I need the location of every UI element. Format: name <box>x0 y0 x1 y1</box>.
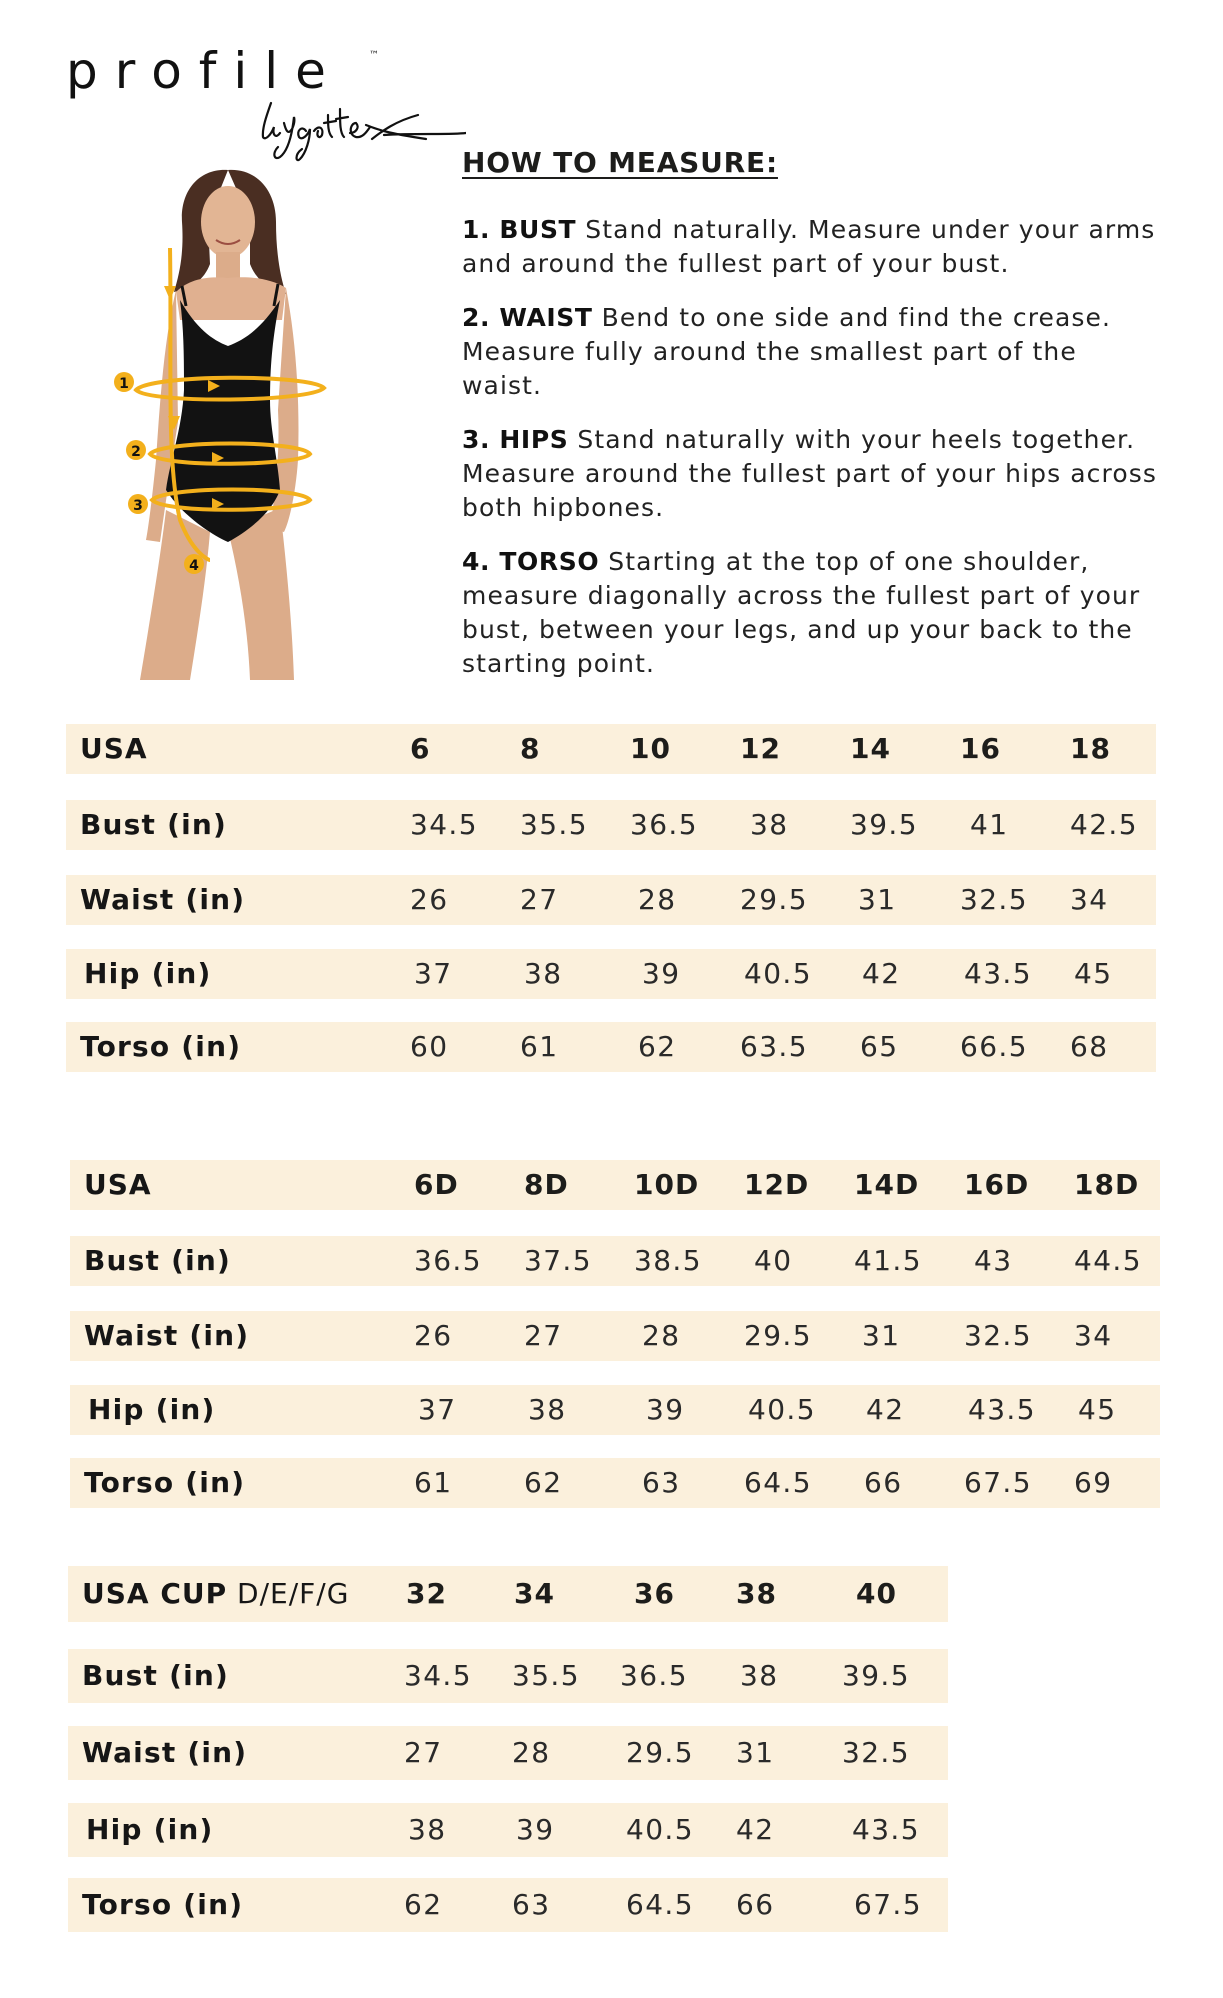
table-cell: 63 <box>512 1888 551 1921</box>
table-row <box>68 1803 948 1857</box>
table-cell: 38 <box>750 808 789 841</box>
table-cell: 34 <box>1074 1319 1113 1352</box>
row-label: Hip (in) <box>84 957 212 990</box>
table-cell: 26 <box>414 1319 453 1352</box>
table-cell: 43.5 <box>968 1393 1036 1426</box>
row-label: Hip (in) <box>88 1393 216 1426</box>
table-cell: 60 <box>410 1030 449 1063</box>
how-to-measure-section <box>462 146 1162 701</box>
table-row <box>66 800 1156 850</box>
table-cell: 32.5 <box>842 1736 910 1769</box>
trademark-symbol: ™ <box>369 50 379 61</box>
size-header: 10 <box>630 732 671 765</box>
table-row <box>66 1022 1156 1072</box>
step-label: 2. WAIST <box>462 303 593 332</box>
table-cell: 65 <box>860 1030 899 1063</box>
header-label: USA <box>80 732 148 765</box>
table-cell: 43 <box>974 1244 1013 1277</box>
step-text: Stand naturally with your heels together. Measure around the fullest part of your hips across both hipbones. <box>462 425 1158 522</box>
table-cell: 42 <box>866 1393 905 1426</box>
size-header: 18D <box>1074 1168 1140 1201</box>
row-label: Bust (in) <box>80 808 227 841</box>
measurement-figure <box>110 160 390 690</box>
size-header: 12D <box>744 1168 810 1201</box>
table-cell: 31 <box>858 883 897 916</box>
table-cell: 40 <box>754 1244 793 1277</box>
table-cell: 42 <box>862 957 901 990</box>
table-cell: 26 <box>410 883 449 916</box>
svg-text:1: 1 <box>119 376 129 392</box>
table-cell: 35.5 <box>520 808 588 841</box>
table-cell: 28 <box>638 883 677 916</box>
table-cell: 62 <box>638 1030 677 1063</box>
size-header: 14D <box>854 1168 920 1201</box>
table-cell: 34 <box>1070 883 1109 916</box>
table-cell: 38 <box>528 1393 567 1426</box>
table-cell: 61 <box>414 1466 453 1499</box>
table-cell: 63.5 <box>740 1030 808 1063</box>
table-cell: 66 <box>864 1466 903 1499</box>
table-cell: 61 <box>520 1030 559 1063</box>
table-cell: 40.5 <box>626 1813 694 1846</box>
brand-name: profile <box>66 42 343 100</box>
table-row <box>68 1649 948 1703</box>
marker-3-icon <box>128 494 148 514</box>
table-row <box>70 1385 1160 1435</box>
table-cell: 40.5 <box>748 1393 816 1426</box>
table-cell: 28 <box>512 1736 551 1769</box>
table-cell: 43.5 <box>964 957 1032 990</box>
band-size-header: 32 <box>406 1577 447 1610</box>
table-cell: 41.5 <box>854 1244 922 1277</box>
table-cell: 43.5 <box>852 1813 920 1846</box>
table-cell: 31 <box>862 1319 901 1352</box>
table-cell: 38 <box>524 957 563 990</box>
table-row <box>68 1726 948 1780</box>
table-row <box>70 1458 1160 1508</box>
band-size-header: 40 <box>856 1577 897 1610</box>
row-label: Torso (in) <box>82 1888 244 1921</box>
band-size-header: 34 <box>514 1577 555 1610</box>
size-header: 10D <box>634 1168 700 1201</box>
row-label: Waist (in) <box>80 883 246 916</box>
table-header-row <box>68 1566 948 1622</box>
marker-4-icon <box>184 554 204 574</box>
how-to-measure-title: HOW TO MEASURE: <box>462 146 778 179</box>
table-cell: 67.5 <box>854 1888 922 1921</box>
row-label: Waist (in) <box>84 1319 250 1352</box>
table-cell: 27 <box>520 883 559 916</box>
table-cell: 68 <box>1070 1030 1109 1063</box>
table-cell: 66.5 <box>960 1030 1028 1063</box>
band-size-header: 38 <box>736 1577 777 1610</box>
row-label: Hip (in) <box>86 1813 214 1846</box>
row-label: Waist (in) <box>82 1736 248 1769</box>
table-cell: 39.5 <box>842 1659 910 1692</box>
table-row <box>68 1878 948 1932</box>
table-cell: 39.5 <box>850 808 918 841</box>
step-label: 1. BUST <box>462 215 577 244</box>
header-label-bold: USA CUP <box>82 1577 228 1610</box>
size-header: 8D <box>524 1168 569 1201</box>
table-cell: 38 <box>408 1813 447 1846</box>
table-cell: 29.5 <box>626 1736 694 1769</box>
row-label: Torso (in) <box>80 1030 242 1063</box>
table-cell: 39 <box>516 1813 555 1846</box>
brand-logo <box>66 40 466 150</box>
table-cell: 45 <box>1078 1393 1117 1426</box>
step-text: Bend to one side and find the crease. Measure fully around the smallest part of the waist. <box>462 303 1112 400</box>
step-label: 3. HIPS <box>462 425 569 454</box>
table-header-row <box>66 724 1156 774</box>
table-cell: 41 <box>970 808 1009 841</box>
svg-text:3: 3 <box>133 498 143 514</box>
table-cell: 29.5 <box>744 1319 812 1352</box>
svg-text:2: 2 <box>131 444 141 460</box>
step-bust <box>462 213 1162 281</box>
table-cell: 66 <box>736 1888 775 1921</box>
table-row <box>70 1311 1160 1361</box>
table-cell: 35.5 <box>512 1659 580 1692</box>
table-cell: 27 <box>404 1736 443 1769</box>
table-cell: 32.5 <box>964 1319 1032 1352</box>
row-label: Bust (in) <box>84 1244 231 1277</box>
size-header: 6D <box>414 1168 459 1201</box>
table-cell: 64.5 <box>626 1888 694 1921</box>
table-cell: 27 <box>524 1319 563 1352</box>
table-row <box>70 1236 1160 1286</box>
table-cell: 38.5 <box>634 1244 702 1277</box>
table-cell: 62 <box>524 1466 563 1499</box>
table-cell: 39 <box>646 1393 685 1426</box>
table-cell: 34.5 <box>404 1659 472 1692</box>
table-cell: 37 <box>418 1393 457 1426</box>
table-row <box>66 875 1156 925</box>
step-waist <box>462 301 1162 403</box>
step-label: 4. TORSO <box>462 547 600 576</box>
step-text: Starting at the top of one shoulder, measure diagonally across the fullest part of your bust, between your legs, and up your back to the starting point. <box>462 547 1141 678</box>
size-header: 12 <box>740 732 781 765</box>
table-cell: 32.5 <box>960 883 1028 916</box>
table-cell: 42.5 <box>1070 808 1138 841</box>
table-row <box>66 949 1156 999</box>
table-cell: 69 <box>1074 1466 1113 1499</box>
table-cell: 28 <box>642 1319 681 1352</box>
table-cell: 38 <box>740 1659 779 1692</box>
table-header-row <box>70 1160 1160 1210</box>
row-label: Torso (in) <box>84 1466 246 1499</box>
step-hips <box>462 423 1162 525</box>
table-cell: 64.5 <box>744 1466 812 1499</box>
table-cell: 31 <box>736 1736 775 1769</box>
table-cell: 42 <box>736 1813 775 1846</box>
step-text: Stand naturally. Measure under your arms and around the fullest part of your bust. <box>462 215 1156 278</box>
header-label: USA <box>84 1168 152 1201</box>
table-cell: 36.5 <box>414 1244 482 1277</box>
table-cell: 40.5 <box>744 957 812 990</box>
table-cell: 36.5 <box>620 1659 688 1692</box>
svg-text:4: 4 <box>189 558 199 574</box>
table-cell: 36.5 <box>630 808 698 841</box>
header-label <box>82 1566 349 1622</box>
table-cell: 37.5 <box>524 1244 592 1277</box>
face-shape <box>201 186 255 258</box>
header-label-cup-types: D/E/F/G <box>227 1577 350 1610</box>
table-cell: 29.5 <box>740 883 808 916</box>
table-cell: 34.5 <box>410 808 478 841</box>
size-header: 16D <box>964 1168 1030 1201</box>
table-cell: 62 <box>404 1888 443 1921</box>
table-cell: 37 <box>414 957 453 990</box>
size-header: 6 <box>410 732 431 765</box>
size-header: 16 <box>960 732 1001 765</box>
marker-1-icon <box>114 372 134 392</box>
table-cell: 63 <box>642 1466 681 1499</box>
size-header: 8 <box>520 732 541 765</box>
step-torso <box>462 545 1162 681</box>
table-cell: 67.5 <box>964 1466 1032 1499</box>
marker-2-icon <box>126 440 146 460</box>
row-label: Bust (in) <box>82 1659 229 1692</box>
table-cell: 39 <box>642 957 681 990</box>
table-cell: 45 <box>1074 957 1113 990</box>
table-cell: 44.5 <box>1074 1244 1142 1277</box>
band-size-header: 36 <box>634 1577 675 1610</box>
size-header: 18 <box>1070 732 1111 765</box>
swimsuit-shape <box>166 300 280 542</box>
size-header: 14 <box>850 732 891 765</box>
